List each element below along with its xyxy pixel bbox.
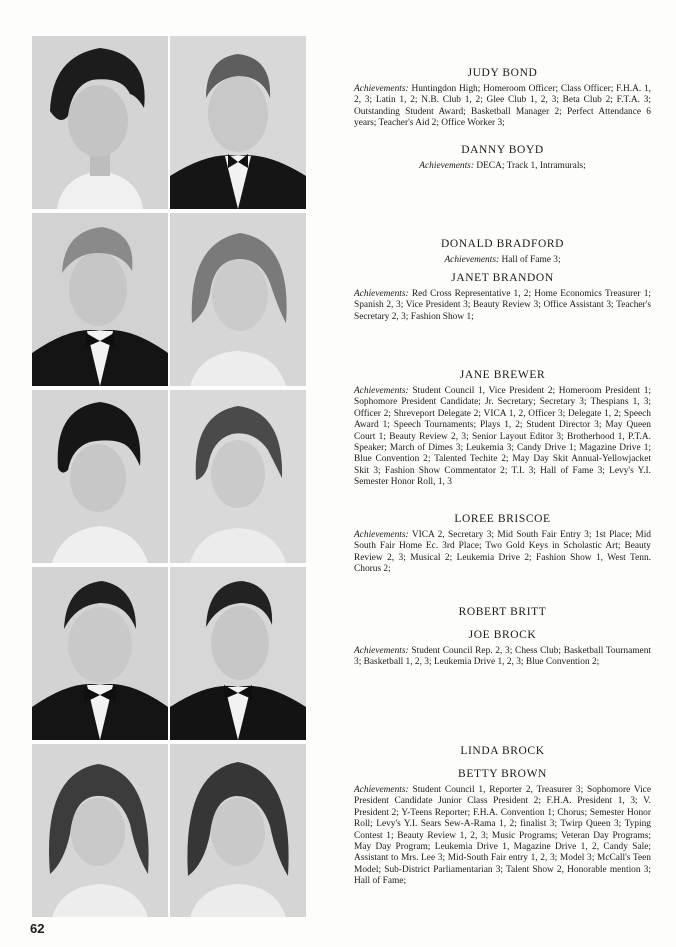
student-name: DONALD BRADFORD (440, 238, 565, 250)
student-entry-joe-brock (354, 628, 651, 669)
portrait-photo-robert-britt (32, 567, 168, 740)
achievements-text: Student Council 1, Vice President 2; Homeroom President 1; Sophomore President Candidate; Jr. Secretary; Secretary 3; Thespians 1, 3; Officer 2; Shreveport Delegate 2; VICA 1, 2, Officer 3; Delegate 1, 2; Speech Award 1; Speech Tournaments; Plays 1, 2; Student Director 3; May Queen Court 1; Beauty Review 2, 3; Senior Layout Editor 3; Brotherhood 1, P.T.A. Speaker; March of Dimes 3; Leukemia 3; Candy Drive 1; Magazine Drive 1; Blue Convention 2; Talented Techite 2; May Day Skit Annual-Yellowjacket Skit 3; Fashion Show Commentator 2; T.I. 3; Hall of Fame 3; Levy's Y.I. Semester Honor Roll, 1, 3 (354, 386, 652, 488)
portrait-photo-jane-brewer (32, 390, 168, 563)
student-entry-betty-brown (354, 767, 651, 888)
student-name: DANNY BOYD (461, 144, 544, 156)
student-entry-danny-boyd (354, 143, 651, 172)
achievements-text: Hall of Fame 3; (501, 255, 561, 265)
portrait-photo-donald-bradford (32, 213, 168, 386)
portrait-photo-linda-brock (32, 744, 168, 917)
student-achievements (354, 785, 651, 888)
achievements-label: Achievements: (354, 386, 409, 396)
student-achievements (354, 386, 651, 489)
student-entry-donald-bradford (354, 237, 651, 266)
achievements-label: Achievements: (444, 255, 500, 265)
student-achievements (354, 255, 651, 266)
student-achievements (354, 530, 651, 576)
student-achievements (354, 646, 651, 669)
student-entry-judy-bond (354, 66, 651, 130)
student-name: LOREE BRISCOE (454, 513, 551, 525)
student-name: BETTY BROWN (458, 768, 547, 780)
achievements-text: Student Council Rep. 2, 3; Chess Club; Basketball Tournament 3; Basketball 1, 2, 3; Leukemia Drive 1, 2, 3; Blue Convention 2; (354, 646, 652, 668)
achievements-label: Achievements: (354, 785, 409, 795)
portrait-photo-loree-briscoe (170, 390, 306, 563)
student-entry-loree-briscoe (354, 512, 651, 576)
student-achievements (354, 84, 651, 130)
student-name: LINDA BROCK (460, 745, 545, 757)
achievements-label: Achievements: (354, 289, 409, 299)
portrait-photo-judy-bond (32, 36, 168, 209)
student-entry-linda-brock (354, 744, 651, 758)
achievements-text: VICA 2, Secretary 3; Mid South Fair Entry 3; 1st Place; Mid South Fair Home Ec. 3rd Place; Two Gold Keys in Scholastic Art; Beauty Review 2, 3; Musical 2; Leukemia Drive 2; Fashion Show 1, West Tenn. Chorus 2; (354, 530, 651, 575)
student-name: JANET BRANDON (451, 272, 554, 284)
achievements-label: Achievements: (354, 530, 409, 540)
achievements-text: Red Cross Representative 1, 2; Home Economics Treasurer 1; Spanish 2, 3; Vice President 3; Beauty Review 3; Office Assistant 3; Teacher's Secretary 2, 3; Fashion Show 1; (354, 289, 652, 322)
portrait-photo-betty-brown (170, 744, 306, 917)
achievements-label: Achievements: (419, 161, 474, 171)
portrait-photo-joe-brock (170, 567, 306, 740)
achievements-text: DECA; Track 1, Intramurals; (476, 161, 586, 171)
student-entry-janet-brandon (354, 271, 651, 323)
student-name: ROBERT BRITT (458, 606, 547, 618)
student-name: JANE BREWER (459, 369, 546, 381)
student-achievements (354, 289, 651, 323)
portrait-photo-janet-brandon (170, 213, 306, 386)
student-name: JOE BROCK (468, 629, 537, 641)
student-achievements (354, 161, 651, 172)
achievements-label: Achievements: (354, 84, 409, 94)
student-entry-jane-brewer (354, 368, 651, 489)
student-name: JUDY BOND (467, 67, 538, 79)
achievements-text: Student Council 1, Reporter 2, Treasurer 3; Sophomore Vice President Candidate Junior Class President 2; F.H.A. President 1, 3; V. President 2; Y-Teens Reporter; F.H.A. Convention 1; Chorus; Semester Honor Roll; Levy's Y.I. Sears Sew-A-Rama 1, 2; finalist 3; Twirp Queen 3; Typing Contest 1; Beauty Review 1, 2, 3; Music Programs; Veteran Day Programs; May Day Program; Leukemia Drive 1, Magazine Drive 1, 2, Candy Sale; Assistant to Mrs. Lee 3; Mid-South Fair entry 1, 2, 3; Model 3; McCall's Teen Model; Sub-District Parliamentarian 3; Talent Show 2, Honorable mention 3; Hall of Fame; (354, 785, 652, 887)
portrait-photo-danny-boyd (170, 36, 306, 209)
achievements-label: Achievements: (354, 646, 409, 656)
page-number: 62 (30, 921, 45, 936)
student-entry-robert-britt (354, 605, 651, 619)
achievements-text: Huntingdon High; Homeroom Officer; Class Officer; F.H.A. 1, 2, 3; Latin 1, 2; N.B. Club 1, 2; Glee Club 1, 2, 3; Beta Club 2; F.T.A. 3; Outstanding Student Award; Basketball Manager 2; Perfect Attendance 6 years; Teacher's Aid 2; Office Worker 3; (354, 84, 651, 129)
